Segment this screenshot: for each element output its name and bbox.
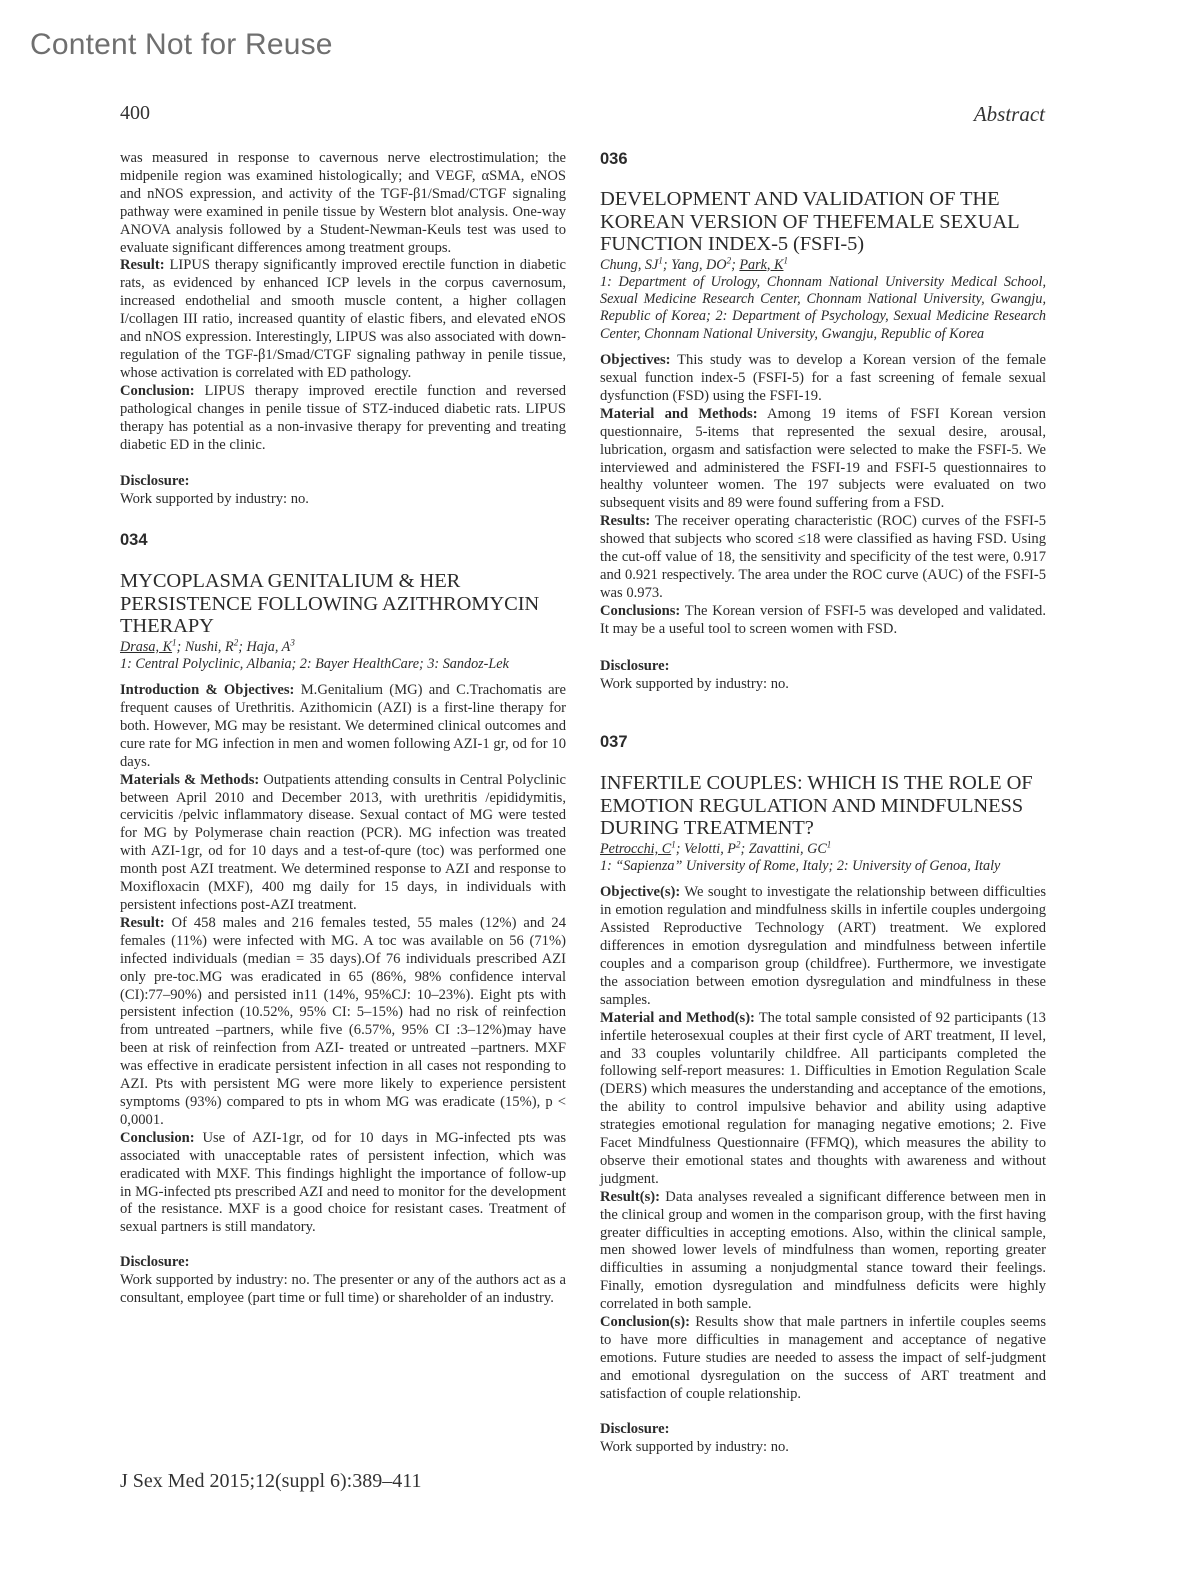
author-superscript: 1 <box>783 254 788 265</box>
conclusion-text: Use of AZI-1gr, od for 10 days in MG-infected pts was associated with unacceptable rates of persistent infection, which was eradicated with MXF. This findings highlight the importance of follow-up in MG-infected pts prescribed AZI and need to monitor for the development of the resistance. MXF is a good choice for resistant cases. Treatment of sexual partners is still mandatory. <box>120 1129 566 1236</box>
conclusion-paragraph <box>600 1314 1046 1404</box>
running-head: Abstract <box>973 102 1045 126</box>
introduction-text: M.Genitalium (MG) and C.Trachomatis are frequent causes of Urethritis. Azithomicin (AZI) is a first-line therapy for both. However, MG may be resistant. We determined clinical outcomes and cure rate for MG infection in men and women following AZI-1 gr, od for 10 days. <box>120 682 566 770</box>
abstract-037 <box>600 733 1046 1456</box>
methods-text: Among 19 items of FSFI Korean version questionnaire, 5-items that represented the sexual desire, arousal, lubrication, orgasm and satisfaction were selected to make the FSFI-5. We interviewed and administered the FSFI-19 and FSFI-5 questionnaires to healthy volunteer women. The 197 subjects were evaluated on two subsequent visits and 89 were found suffering from a FSD. <box>600 405 1046 512</box>
result-paragraph <box>600 1189 1046 1314</box>
affiliations: 1: “Sapienza” University of Rome, Italy; 2: University of Genoa, Italy <box>600 857 1001 874</box>
author-superscript: 3 <box>290 636 295 647</box>
method-label: Material and Method(s): <box>600 1009 755 1026</box>
methods-paragraph <box>120 772 566 915</box>
abstract-034 <box>120 531 566 1308</box>
objectives-label: Objectives: <box>600 352 671 369</box>
methods-label: Material and Methods: <box>600 405 758 422</box>
right-column <box>600 150 1046 1456</box>
disclosure-heading: Disclosure: <box>120 1254 190 1271</box>
conclusion-label: Conclusion: <box>120 382 195 399</box>
results-text: The receiver operating characteristic (ROC) curves of the FSFI-5 showed that subjects who scored ≤18 were classified as having FSD. Using the cut-off value of 18, the sensitivity and specificity of the test were, 0.917 and 0.921 respectively. The area under the ROC curve (AUC) of the FSFI-5 was 0.973. <box>600 513 1046 601</box>
left-column <box>120 150 566 1308</box>
result-paragraph <box>120 257 566 382</box>
conclusion-paragraph <box>120 383 566 455</box>
affiliations: 1: Central Polyclinic, Albania; 2: Bayer HealthCare; 3: Sandoz-Lek <box>120 655 509 672</box>
conclusion-label: Conclusion: <box>120 1129 195 1146</box>
result-label: Result(s): <box>600 1188 660 1205</box>
abstract-title: INFERTILE COUPLES: WHICH IS THE ROLE OF EMOTION REGULATION AND MINDFULNESS DURING TREATMENT? <box>600 772 1033 840</box>
abstract-id: 037 <box>600 733 628 752</box>
conclusion-text: Results show that male partners in infertile couples seems to have more difficulties in management and acceptance of negative emotions. Future studies are needed to assess the impact of self-judgment and emotional dysregulation on the success of ART treatment and satisfaction of couple relationship. <box>600 1314 1046 1402</box>
author-superscript: 1 <box>826 839 832 850</box>
author-name: Drasa, K <box>120 638 173 655</box>
objectives-text: This study was to develop a Korean version of the female sexual function index-5 (FSFI-5) for a fast screening of female sexual dysfunction (FSD) using the FSFI-19. <box>600 352 1046 404</box>
author-superscript: 2 <box>233 636 239 647</box>
disclosure-heading: Disclosure: <box>600 657 670 674</box>
method-text: The total sample consisted of 92 participants (13 infertile heterosexual couples at their first cycle of ART treatment, II level, and 33 couples voluntarily childfree. All participants completed the following self-report measures: 1. Difficulties in Emotion Regulation Scale (DERS) which measures the understanding and acceptance of the emotions, the ability to control impulsive behavior and ability using adaptive strategies emotional regulation for managing negative emotions; 2. Five Facet Mindfulness Questionnaire (FFMQ), which measures the ability to observe their emotional states and thoughts with awareness and without judgment. <box>600 1009 1046 1187</box>
authors <box>120 636 566 656</box>
disclosure-heading: Disclosure: <box>120 473 190 490</box>
disclosure-text: Work supported by industry: no. <box>120 491 309 508</box>
author-name: ; Yang, DO <box>662 256 727 273</box>
method-paragraph <box>600 1010 1046 1189</box>
abstract-036 <box>600 150 1046 693</box>
author-superscript: 1 <box>671 839 676 850</box>
disclosure-text: Work supported by industry: no. The presenter or any of the authors act as a consultant, employee (part time or full time) or shareholder of an industry. <box>120 1272 566 1307</box>
conclusions-paragraph <box>600 603 1046 639</box>
author-name: ; Velotti, P <box>675 840 736 857</box>
affiliations: 1: Department of Urology, Chonnam National University Medical School, Sexual Medicine Research Center, Chonnam National University, Gwangju, Republic of Korea; 2: Department of Psychology, Sexual Medicine Research Center, Chonnam National University, Gwangju, Republic of Korea <box>600 273 1046 342</box>
watermark: Content Not for Reuse <box>30 28 333 61</box>
results-paragraph <box>600 513 1046 603</box>
conclusions-text: The Korean version of FSFI-5 was developed and validated. It may be a useful tool to screen women with FSD. <box>600 602 1046 637</box>
conclusion-text: LIPUS therapy improved erectile function and reversed pathological changes in penile tissue of STZ-induced diabetic rats. LIPUS therapy has potential as a non-invasive therapy for preventing and treating diabetic ED in the clinic. <box>120 382 566 453</box>
authors <box>600 841 1046 858</box>
page-number: 400 <box>120 102 150 124</box>
conclusion-paragraph <box>120 1130 566 1237</box>
abstract-continuation <box>120 150 566 509</box>
abstract-id: 034 <box>120 531 148 550</box>
author-name: Park, K <box>739 256 784 273</box>
results-label: Results: <box>600 513 651 530</box>
result-text: Of 458 males and 216 females tested, 55 males (12%) and 24 females (11%) were infected with MG. A toc was available on 56 (71%) infected individuals (median = 35 days).Of 76 individuals prescribed AZI only pre-toc.MG was eradicated in 65 (86%, 98% confidence interval (CI):77–90%) and persisted in11 (14%, 95%CJ: 10–23%). Eight pts with persistent infection (10.52%, 95% CI: 5–15%) had no risk of reinfection from untreated –partners, while five (6.57%, 95% CI :3–12%)may have been at risk of reinfection from AZI- treated or untreated –partners. MXF was effective in eradicate persistent infection in all cases not responding to AZI. Pts with persistent MG were more likely to experience persistent symptoms (93%) compared to pts in whom MG was eradicate (15%), p < 0,0001. <box>120 914 566 1128</box>
author-superscript: 1 <box>172 636 177 647</box>
result-label: Result: <box>120 914 165 931</box>
abstract-id: 036 <box>600 150 628 168</box>
result-paragraph <box>120 915 566 1130</box>
introduction-label: Introduction & Objectives: <box>120 682 295 699</box>
author-superscript: 1 <box>658 254 663 265</box>
author-name: Chung, SJ <box>600 256 659 273</box>
disclosure-heading: Disclosure: <box>600 1420 670 1437</box>
disclosure-text: Work supported by industry: no. <box>600 675 789 692</box>
introduction-paragraph <box>120 682 566 772</box>
objective-label: Objective(s): <box>600 884 681 901</box>
author-name: ; Zavattini, GC <box>740 840 827 857</box>
methods-label: Materials & Methods: <box>120 771 260 788</box>
abstract-title: MYCOPLASMA GENITALIUM & HER PERSISTENCE FOLLOWING AZITHROMYCIN THERAPY <box>120 570 540 638</box>
methods-text: Outpatients attending consults in Central Polyclinic between April 2010 and December 2013, with urethritis /epididymitis, cervicitis /pelvic inflammatory disease. Sexual contact of MG were tested for MG by Polymerase chain reaction (PCR). MG infection was treated with AZI-1gr, od for 10 days and a test-of-qure (toc) was performed one month post AZI treatment. We determined response to AZI and response to Moxifloxacin (MXF), 400 mg daily for 15 days, in individuals with persistent infections post-AZI treatment. <box>120 771 566 913</box>
author-name: ; Nushi, R <box>176 638 234 655</box>
author-name: Petrocchi, C <box>600 840 672 857</box>
journal-citation: J Sex Med 2015;12(suppl 6):389–411 <box>120 1470 422 1492</box>
result-label: Result: <box>120 257 165 274</box>
conclusions-label: Conclusions: <box>600 602 681 619</box>
author-superscript: 2 <box>735 839 741 850</box>
methods-paragraph <box>600 406 1046 513</box>
author-superscript: 2 <box>726 254 732 265</box>
result-text: LIPUS therapy significantly improved erectile function in diabetic rats, as evidenced by enhanced ICP levels in the corpus cavernosum, increased endothelial and smooth muscle content, a higher collagen I/collagen III ratio, increased quantity of elastic fibers, and elevated eNOS and nNOS expression. Interestingly, LIPUS was also associated with down-regulation of the TGF-β1/Smad/CTGF signaling pathway in penile tissue, whose activation is correlated with ED pathology. <box>120 257 566 381</box>
authors: Chung, $SJ^1$; Yang, $DO^2$; Park, $K^1$ <box>600 254 788 273</box>
conclusion-label: Conclusion(s): <box>600 1314 691 1331</box>
disclosure-text: Work supported by industry: no. <box>600 1438 789 1455</box>
objectives-paragraph <box>600 352 1046 406</box>
objective-text: We sought to investigate the relationship between difficulties in emotion regulation and mindfulness skills in infertile couples undergoing Assisted Reproductive Technology (ART) treatment. We explored differences in emotion dysregulation and mindfulness between infertile couples and a comparison group (childfree). Furthermore, we investigate the association between emotion dysregulation and mindfulness in these samples. <box>600 884 1046 1008</box>
objective-paragraph <box>600 884 1046 1009</box>
result-text: Data analyses revealed a significant difference between men in the clinical group and women in the comparison group, with the first having greater difficulties in accepting emotions. Also, within the clinical sample, men showed lower levels of mindfulness than women, reporting greater difficulties in assuming a nonjudgmental stance toward their feelings. Finally, emotion dysregulation and mindfulness deficits were highly correlated in both sample. <box>600 1188 1046 1313</box>
author-name: ; Haja, A <box>238 638 291 655</box>
abstract-title: DEVELOPMENT AND VALIDATION OF THE KOREAN VERSION OF THEFEMALE SEXUAL FUNCTION INDEX-5 (FSFI-5) <box>600 188 1019 255</box>
continued-methods: was measured in response to cavernous nerve electrostimulation; the midpenile region was examined histologically; and VEGF, αSMA, eNOS and nNOS expression, and activity of the TGF-β1/Smad/CTGF signaling pathway were examined in penile tissue by Western blot analysis. One-way ANOVA analysis followed by a Student-Newman-Keuls test was used to evaluate significant differences among treatment groups. <box>120 150 566 256</box>
